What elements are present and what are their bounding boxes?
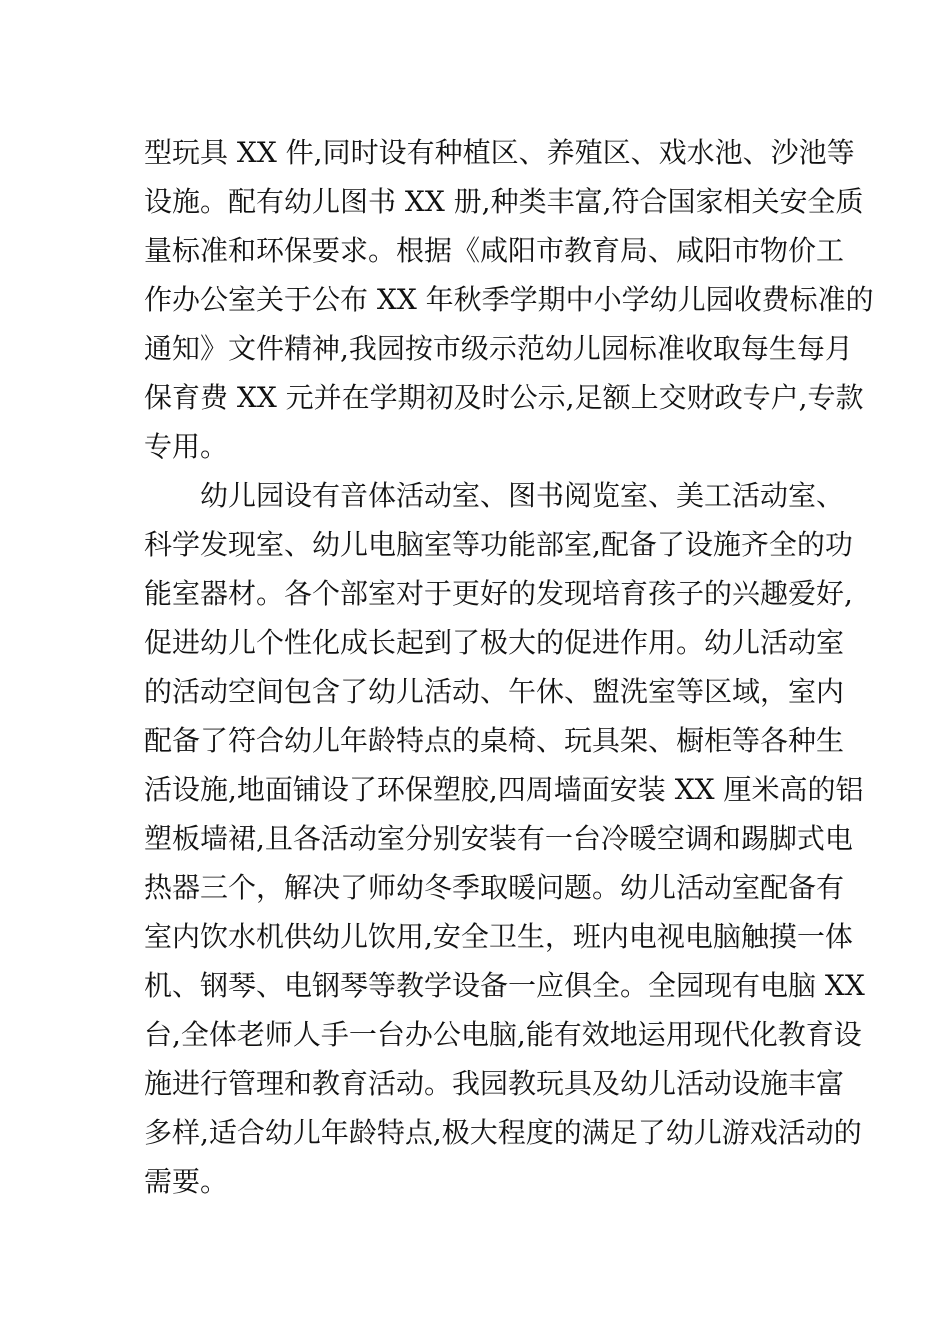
- text-line: 设施。配有幼儿图书 XX 册,种类丰富,符合国家相关安全质: [144, 185, 864, 218]
- text-line: 作办公室关于公布 XX 年秋季学期中小学幼儿园收费标准的: [144, 283, 874, 316]
- text-line: 台,全体老师人手一台办公电脑,能有效地运用现代化教育设: [144, 1018, 862, 1051]
- text-line: 型玩具 XX 件,同时设有种植区、养殖区、戏水池、沙池等: [144, 136, 855, 169]
- text-line: 能室器材。各个部室对于更好的发现培育孩子的兴趣爱好,: [144, 577, 853, 610]
- text-line: 室内饮水机供幼儿饮用,安全卫生，班内电视电脑触摸一体: [144, 920, 853, 953]
- document-body: [144, 128, 874, 1206]
- text-line: 活设施,地面铺设了环保塑胶,四周墙面安装 XX 厘米高的铝: [144, 773, 864, 806]
- text-line: 塑板墙裙,且各活动室分别安装有一台冷暖空调和踢脚式电: [144, 822, 853, 855]
- text-line: 热器三个，解决了师幼冬季取暖问题。幼儿活动室配备有: [144, 871, 845, 904]
- paragraph-1: [144, 128, 874, 471]
- text-line: 促进幼儿个性化成长起到了极大的促进作用。幼儿活动室: [144, 626, 845, 659]
- text-line: 机、钢琴、电钢琴等教学设备一应俱全。全园现有电脑 XX: [144, 969, 865, 1002]
- text-line: 的活动空间包含了幼儿活动、午休、盥洗室等区域，室内: [144, 675, 845, 708]
- text-line: 通知》文件精神,我园按市级示范幼儿园标准收取每生每月: [144, 332, 853, 365]
- text-line: 保育费 XX 元并在学期初及时公示,足额上交财政专户,专款: [144, 381, 864, 414]
- text-line: 科学发现室、幼儿电脑室等功能部室,配备了设施齐全的功: [144, 528, 853, 561]
- text-line: 量标准和环保要求。根据《咸阳市教育局、咸阳市物价工: [144, 234, 845, 267]
- text-line: 幼儿园设有音体活动室、图书阅览室、美工活动室、: [144, 479, 845, 512]
- text-line: 多样,适合幼儿年龄特点,极大程度的满足了幼儿游戏活动的: [144, 1116, 862, 1149]
- text-line: 施进行管理和教育活动。我园教玩具及幼儿活动设施丰富: [144, 1067, 845, 1100]
- paragraph-2: [144, 471, 865, 1206]
- text-line: 专用。: [144, 430, 229, 463]
- text-line: 配备了符合幼儿年龄特点的桌椅、玩具架、橱柜等各种生: [144, 724, 845, 757]
- text-line: 需要。: [144, 1165, 229, 1198]
